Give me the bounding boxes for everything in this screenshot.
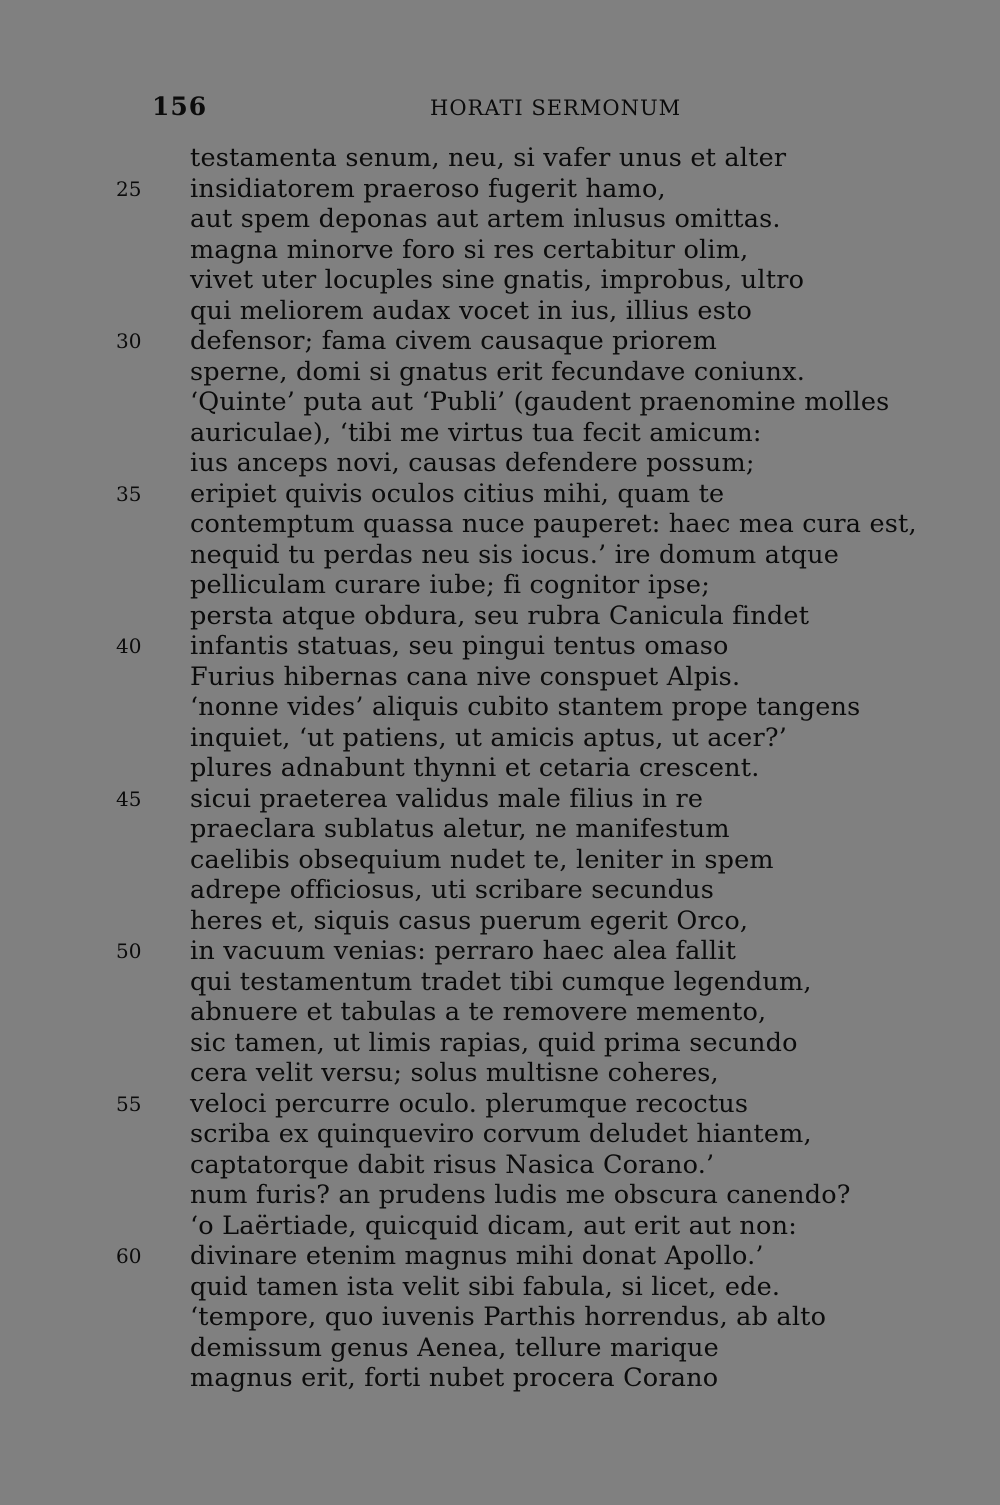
verse-text: vivet uter locuples sine gnatis, improbus, ultro — [190, 265, 805, 295]
verse-line — [0, 723, 1000, 754]
verse-line — [0, 1363, 1000, 1394]
verse-text: inquiet, ‘ut patiens, ut amicis aptus, ut acer?’ — [190, 722, 788, 753]
verse-line — [0, 1119, 1000, 1150]
verse-line — [0, 1180, 1000, 1211]
verse-line — [0, 1272, 1000, 1303]
verse-line — [0, 509, 1000, 540]
verse-text: infantis statuas, seu pingui tentus omaso — [190, 631, 729, 661]
verse-line — [0, 265, 1000, 296]
verse-line — [0, 1150, 1000, 1181]
verse-text: adrepe officiosus, uti scribare secundus — [190, 875, 715, 905]
verse-text: ius anceps novi, causas defendere possum; — [190, 448, 755, 478]
verse-line — [0, 906, 1000, 937]
verse-line — [0, 1302, 1000, 1333]
line-number: 45 — [116, 786, 142, 811]
verse-text: contemptum quassa nuce pauperet: haec mea cura est, — [190, 509, 917, 539]
verse-text: captatorque dabit risus Nasica Corano.’ — [190, 1149, 715, 1180]
verse-text: in vacuum venias: perraro haec alea fallit — [190, 936, 737, 966]
verse-line — [0, 1211, 1000, 1242]
verse-line — [0, 936, 1000, 967]
verse-line — [0, 570, 1000, 601]
verse-line — [0, 479, 1000, 510]
verse-line — [0, 784, 1000, 815]
verse-line — [0, 1058, 1000, 1089]
verse-text: eripiet quivis oculos citius mihi, quam te — [190, 478, 725, 509]
verse-text: pelliculam curare iube; fi cognitor ipse; — [190, 570, 710, 600]
verse-line — [0, 967, 1000, 998]
verse-line — [0, 326, 1000, 357]
verse-text: qui meliorem audax vocet in ius, illius esto — [190, 295, 753, 326]
verse-text: sperne, domi si gnatus erit fecundave coniunx. — [190, 356, 806, 387]
running-title: HORATI SERMONUM — [430, 96, 682, 120]
verse-line — [0, 296, 1000, 327]
verse-text: abnuere et tabulas a te removere memento, — [190, 997, 767, 1027]
verse-text: magnus erit, forti nubet procera Corano — [190, 1363, 719, 1393]
verse-line — [0, 174, 1000, 205]
verse-line — [0, 387, 1000, 418]
verse-line — [0, 235, 1000, 266]
verse-text: num furis? an prudens ludis me obscura canendo? — [190, 1180, 851, 1210]
verse-text: cera velit versu; solus multisne coheres, — [190, 1058, 719, 1088]
verse-text: auriculae), ‘tibi me virtus tua fecit amicum: — [190, 417, 762, 448]
verse-text: ‘Quinte’ puta aut ‘Publi’ (gaudent praenomine molles — [190, 387, 890, 417]
verse-line — [0, 357, 1000, 388]
verse-text: heres et, siquis casus puerum egerit Orco, — [190, 905, 749, 936]
page-header — [0, 92, 1000, 132]
verse-text: praeclara sublatus aletur, ne manifestum — [190, 814, 730, 844]
verse-line — [0, 418, 1000, 449]
line-number: 35 — [116, 481, 142, 506]
page-number: 156 — [152, 92, 208, 121]
verse-text: aut spem deponas aut artem inlusus omittas. — [190, 204, 781, 234]
verse-line — [0, 997, 1000, 1028]
verse-text-block — [0, 143, 1000, 1394]
line-number: 40 — [116, 634, 142, 658]
verse-line — [0, 845, 1000, 876]
verse-text: quid tamen ista velit sibi fabula, si licet, ede. — [190, 1271, 781, 1302]
verse-line — [0, 753, 1000, 784]
line-number: 25 — [116, 176, 142, 201]
verse-line — [0, 814, 1000, 845]
verse-text: plures adnabunt thynni et cetaria crescent. — [190, 753, 760, 783]
line-number: 30 — [116, 329, 142, 353]
verse-text: qui testamentum tradet tibi cumque legendum, — [190, 966, 812, 997]
line-number: 60 — [116, 1244, 142, 1268]
verse-line — [0, 692, 1000, 723]
verse-line — [0, 1241, 1000, 1272]
verse-text: caelibis obsequium nudet te, leniter in spem — [190, 844, 774, 875]
line-number: 50 — [116, 939, 142, 963]
verse-text: scriba ex quinqueviro corvum deludet hiantem, — [190, 1119, 812, 1149]
verse-text: ‘tempore, quo iuvenis Parthis horrendus, ab alto — [190, 1302, 827, 1332]
verse-text: magna minorve foro si res certabitur olim, — [190, 234, 749, 265]
verse-line — [0, 601, 1000, 632]
verse-text: ‘nonne vides’ aliquis cubito stantem prope tangens — [190, 692, 861, 722]
verse-line — [0, 1333, 1000, 1364]
verse-line — [0, 540, 1000, 571]
verse-text: divinare etenim magnus mihi donat Apollo.’ — [190, 1241, 764, 1271]
verse-text: ‘o Laërtiade, quicquid dicam, aut erit aut non: — [190, 1210, 798, 1241]
verse-line — [0, 448, 1000, 479]
verse-line — [0, 204, 1000, 235]
verse-text: demissum genus Aenea, tellure marique — [190, 1332, 719, 1363]
verse-text: persta atque obdura, seu rubra Canicula findet — [190, 600, 810, 631]
verse-text: Furius hibernas cana nive conspuet Alpis. — [190, 661, 741, 692]
verse-line — [0, 143, 1000, 174]
verse-line — [0, 1028, 1000, 1059]
verse-text: nequid tu perdas neu sis iocus.’ ire domum atque — [190, 539, 840, 570]
verse-line — [0, 1089, 1000, 1120]
verse-line — [0, 631, 1000, 662]
line-number: 55 — [116, 1091, 142, 1116]
verse-text: veloci percurre oculo. plerumque recoctus — [190, 1088, 749, 1119]
verse-line — [0, 662, 1000, 693]
verse-text: sicui praeterea validus male filius in re — [190, 783, 704, 814]
verse-text: insidiatorem praeroso fugerit hamo, — [190, 173, 666, 204]
verse-text: testamenta senum, neu, si vafer unus et alter — [190, 143, 787, 173]
verse-line — [0, 875, 1000, 906]
verse-text: sic tamen, ut limis rapias, quid prima secundo — [190, 1027, 798, 1058]
verse-text: defensor; fama civem causaque priorem — [190, 326, 718, 356]
